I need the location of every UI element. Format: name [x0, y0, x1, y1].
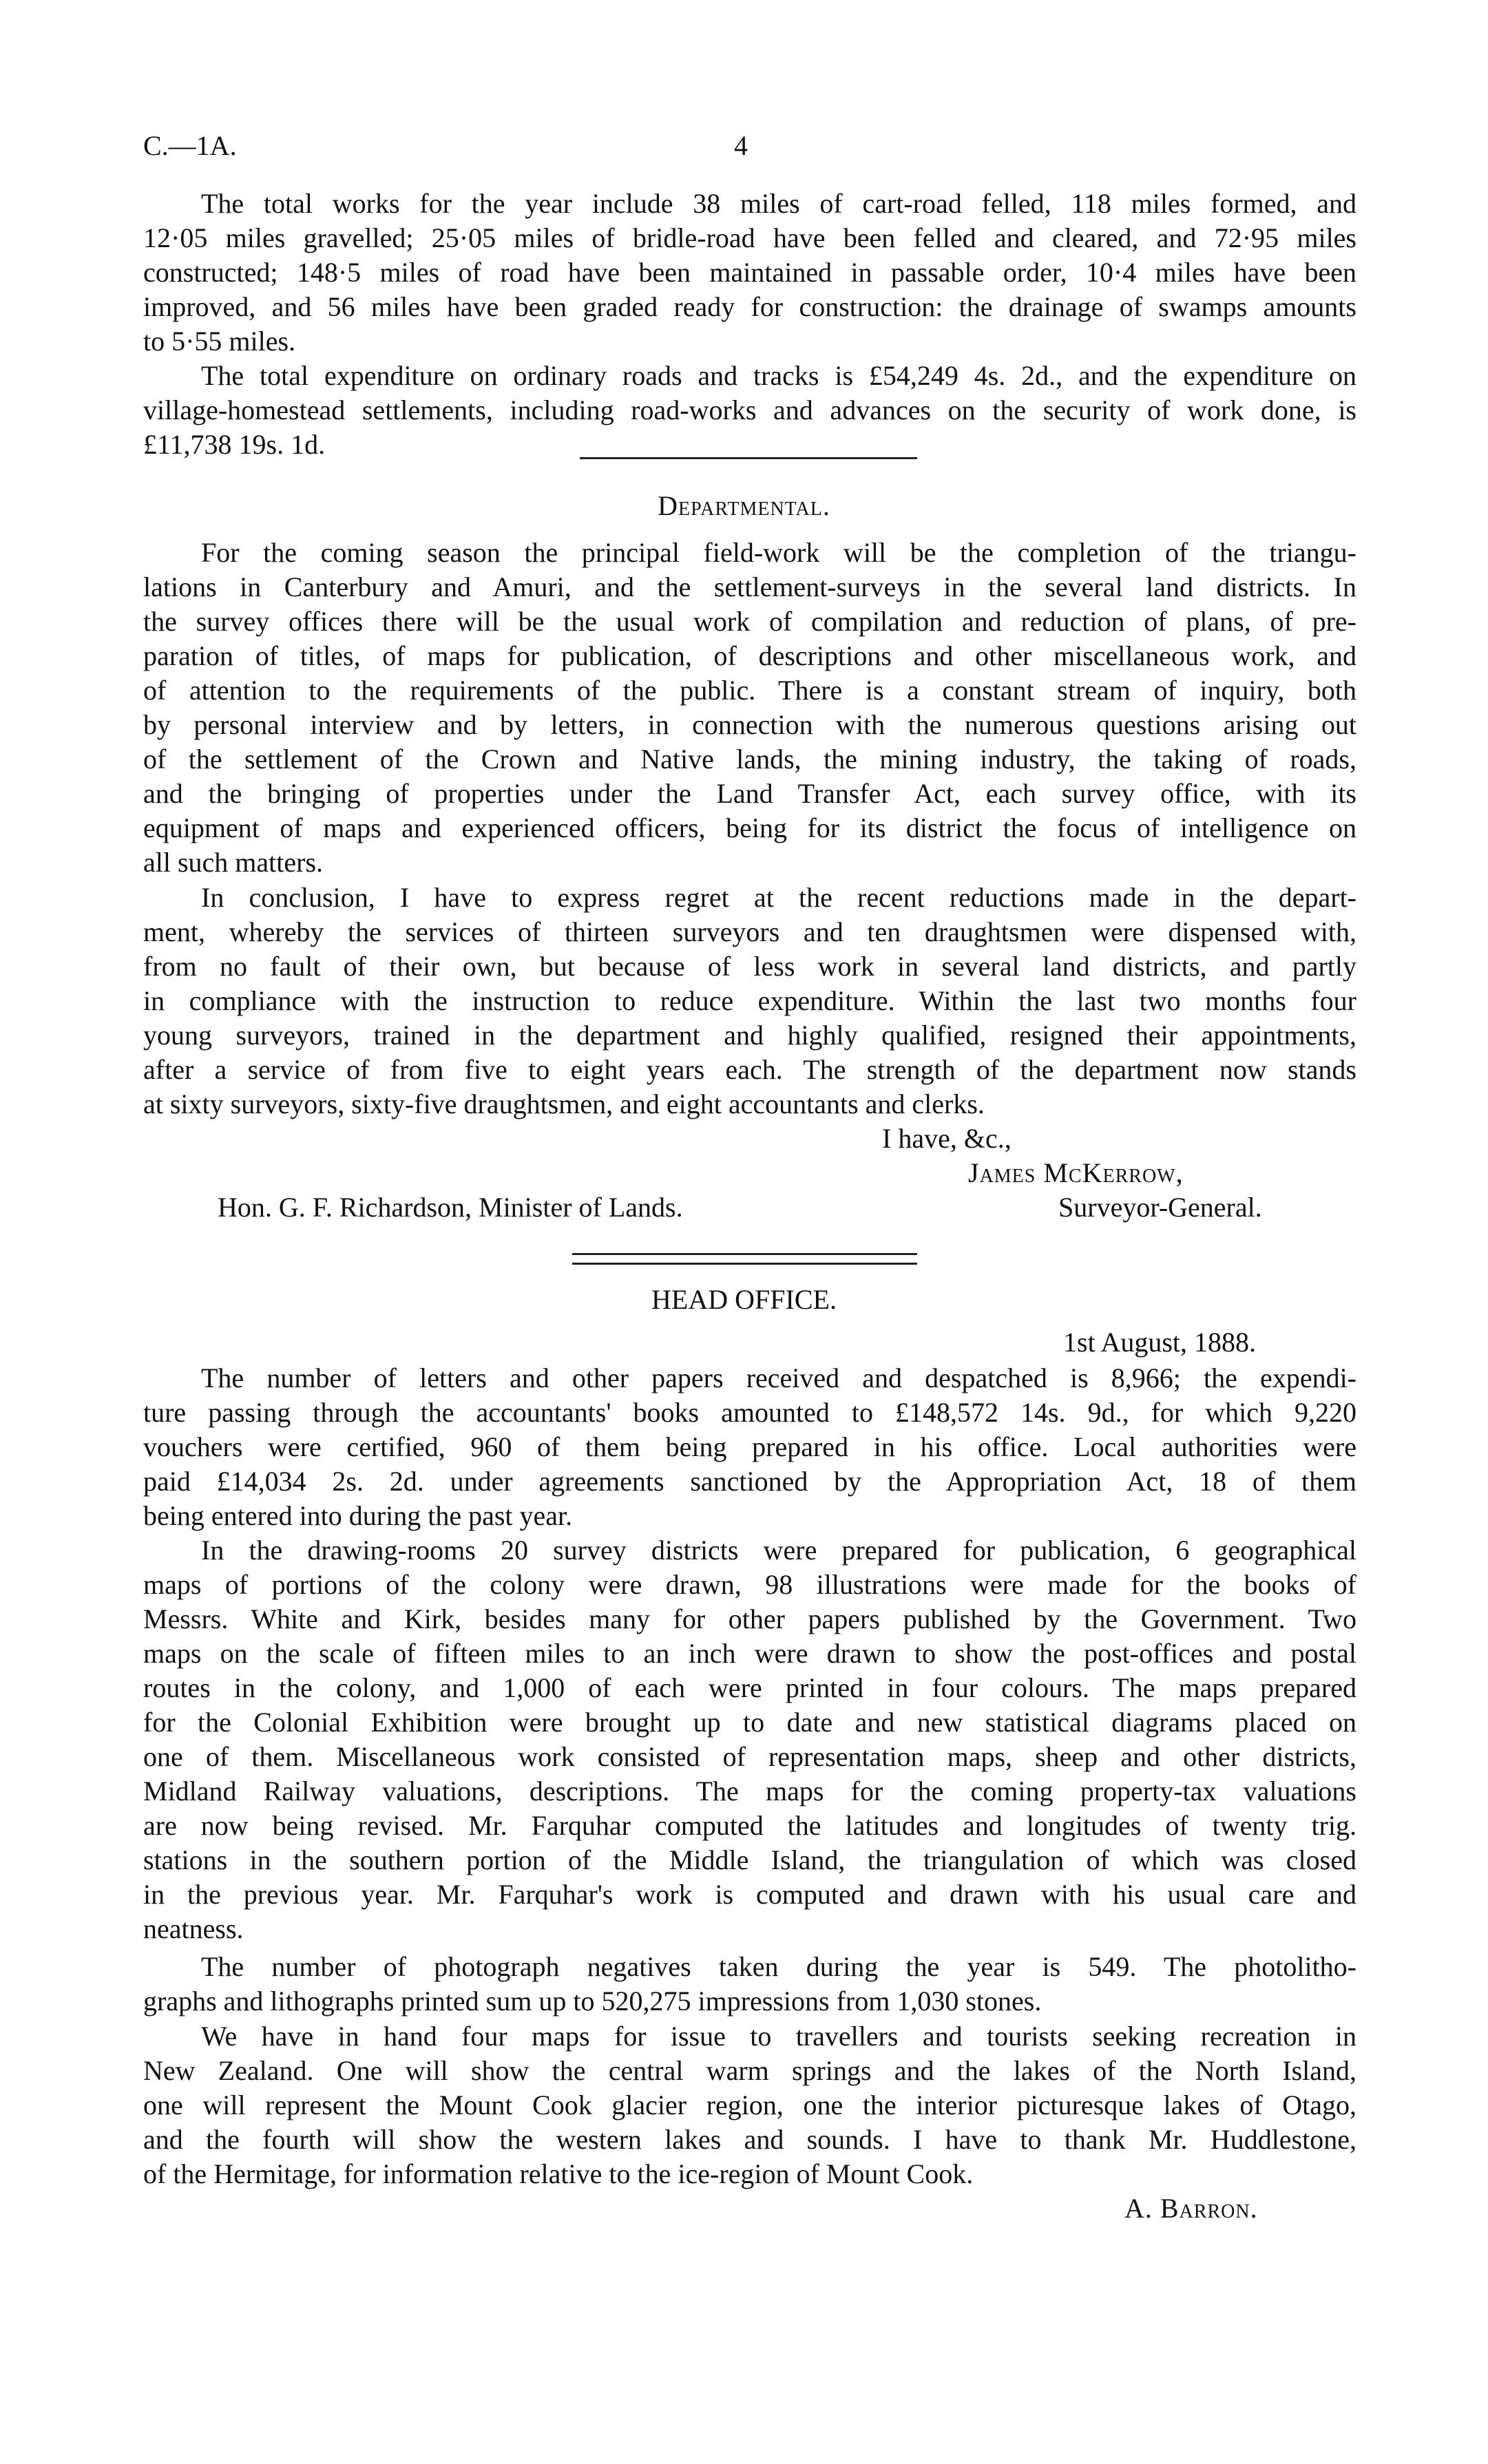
- text-line: of the Hermitage, for information relative to the ice-region of Mount Cook.: [143, 2158, 974, 2189]
- text-line: Messrs. White and Kirk, besides many for other papers published by the Government. Two: [143, 1603, 1356, 1634]
- text-line: £11,738 19s. 1d.: [143, 429, 326, 460]
- closing-salutation: I have, &c.,: [882, 1123, 1012, 1154]
- text-line: New Zealand. One will show the central warm springs and the lakes of the North Island,: [143, 2055, 1356, 2086]
- text-line: maps of portions of the colony were drawn, 98 illustrations were made for the books of: [143, 1569, 1356, 1600]
- addressee: Hon. G. F. Richardson, Minister of Lands.: [218, 1192, 683, 1223]
- text-line: stations in the southern portion of the Middle Island, the triangulation of which was closed: [143, 1844, 1356, 1875]
- paragraph-coming-season: [143, 536, 1356, 880]
- text-line: to 5·55 miles.: [143, 326, 296, 357]
- signatory-name: James McKerrow,: [968, 1157, 1184, 1188]
- text-line: being entered into during the past year.: [143, 1500, 573, 1531]
- text-line: lations in Canterbury and Amuri, and the settlement-surveys in the several land districts. In: [143, 571, 1356, 602]
- text-line: The number of photograph negatives taken during the year is 549. The photolitho-: [201, 1951, 1356, 1982]
- text-line: at sixty surveyors, sixty-five draughtsmen, and eight accountants and clerks.: [143, 1088, 985, 1119]
- text-line: In the drawing-rooms 20 survey districts were prepared for publication, 6 geographical: [201, 1535, 1356, 1566]
- text-line: paration of titles, of maps for publication, of descriptions and other miscellaneous work, and: [143, 640, 1356, 671]
- text-line: improved, and 56 miles have been graded ready for construction: the drainage of swamps amounts: [143, 291, 1356, 322]
- report-date: 1st August, 1888.: [1063, 1327, 1257, 1358]
- text-line: neatness.: [143, 1913, 244, 1944]
- text-line: in the previous year. Mr. Farquhar's work is computed and drawn with his usual care and: [143, 1879, 1356, 1910]
- text-line: 12·05 miles gravelled; 25·05 miles of bridle-road have been felled and cleared, and 72·95 miles: [143, 222, 1356, 253]
- text-line: young surveyors, trained in the department and highly qualified, resigned their appointments,: [143, 1020, 1356, 1051]
- text-line: The number of letters and other papers received and despatched is 8,966; the expendi-: [201, 1362, 1356, 1393]
- text-line: for the Colonial Exhibition were brought up to date and new statistical diagrams placed on: [143, 1707, 1356, 1738]
- section-heading-departmental: Departmental.: [658, 490, 830, 521]
- text-line: We have in hand four maps for issue to travellers and tourists seeking recreation in: [201, 2021, 1356, 2052]
- text-line: and the bringing of properties under the Land Transfer Act, each survey office, with its: [143, 778, 1356, 809]
- text-line: The total expenditure on ordinary roads and tracks is £54,249 4s. 2d., and the expenditure on: [201, 360, 1356, 391]
- text-line: in compliance with the instruction to reduce expenditure. Within the last two months four: [143, 985, 1356, 1016]
- text-line: ture passing through the accountants' books amounted to £148,572 14s. 9d., for which 9,220: [143, 1397, 1356, 1428]
- text-line: equipment of maps and experienced officers, being for its district the focus of intelligence on: [143, 812, 1356, 843]
- page-number: 4: [734, 130, 748, 161]
- double-divider-top: [572, 1253, 917, 1255]
- text-line: after a service of from five to eight years each. The strength of the department now stands: [143, 1054, 1356, 1085]
- text-line: vouchers were certified, 960 of them being prepared in his office. Local authorities were: [143, 1431, 1356, 1462]
- document-reference: C.—1A.: [143, 130, 237, 161]
- paragraph-road-expenditure: [143, 359, 1356, 462]
- paragraph-road-works: [143, 187, 1356, 359]
- signatory-title: Surveyor-General.: [1058, 1192, 1262, 1223]
- double-divider-bottom: [572, 1263, 917, 1265]
- text-line: the survey offices there will be the usual work of compilation and reduction of plans, of pre-: [143, 606, 1356, 637]
- text-line: maps on the scale of fifteen miles to an inch were drawn to show the post-offices and postal: [143, 1638, 1356, 1669]
- text-line: one will represent the Mount Cook glacier region, one the interior picturesque lakes of Otago,: [143, 2089, 1356, 2120]
- text-line: are now being revised. Mr. Farquhar computed the latitudes and longitudes of twenty trig.: [143, 1810, 1356, 1841]
- text-line: all such matters.: [143, 847, 324, 878]
- text-line: graphs and lithographs printed sum up to 520,275 impressions from 1,030 stones.: [143, 1986, 1042, 2017]
- head-office-signatory: A. Barron.: [1124, 2193, 1258, 2224]
- text-line: and the fourth will show the western lakes and sounds. I have to thank Mr. Huddlestone,: [143, 2124, 1356, 2155]
- text-line: The total works for the year include 38 miles of cart-road felled, 118 miles formed, and: [201, 188, 1356, 219]
- paragraph-conclusion: [143, 881, 1356, 1122]
- text-line: of the settlement of the Crown and Native lands, the mining industry, the taking of roads,: [143, 744, 1356, 775]
- text-line: paid £14,034 2s. 2d. under agreements sanctioned by the Appropriation Act, 18 of them: [143, 1466, 1356, 1497]
- text-line: by personal interview and by letters, in connection with the numerous questions arising out: [143, 709, 1356, 740]
- paragraph-correspondence: [143, 1361, 1356, 1533]
- text-line: routes in the colony, and 1,000 of each were printed in four colours. The maps prepared: [143, 1672, 1356, 1703]
- text-line: Midland Railway valuations, descriptions. The maps for the coming property-tax valuations: [143, 1776, 1356, 1807]
- paragraph-photography: [143, 1950, 1356, 2019]
- section-heading-head-office: HEAD OFFICE.: [651, 1284, 837, 1315]
- text-line: of attention to the requirements of the public. There is a constant stream of inquiry, both: [143, 675, 1356, 706]
- text-line: ment, whereby the services of thirteen surveyors and ten draughtsmen were dispensed with,: [143, 916, 1356, 947]
- paragraph-drawing-rooms: [143, 1533, 1356, 1946]
- text-line: from no fault of their own, but because of less work in several land districts, and partly: [143, 951, 1356, 982]
- text-line: village-homestead settlements, including road-works and advances on the security of work done, is: [143, 394, 1356, 425]
- text-line: one of them. Miscellaneous work consisted of representation maps, sheep and other districts,: [143, 1741, 1356, 1772]
- text-line: For the coming season the principal field-work will be the completion of the triangu-: [201, 537, 1356, 568]
- paragraph-tourist-maps: [143, 2019, 1356, 2191]
- section-divider: [580, 457, 917, 459]
- text-line: constructed; 148·5 miles of road have been maintained in passable order, 10·4 miles have been: [143, 257, 1356, 288]
- text-line: In conclusion, I have to express regret at the recent reductions made in the depart-: [201, 882, 1356, 913]
